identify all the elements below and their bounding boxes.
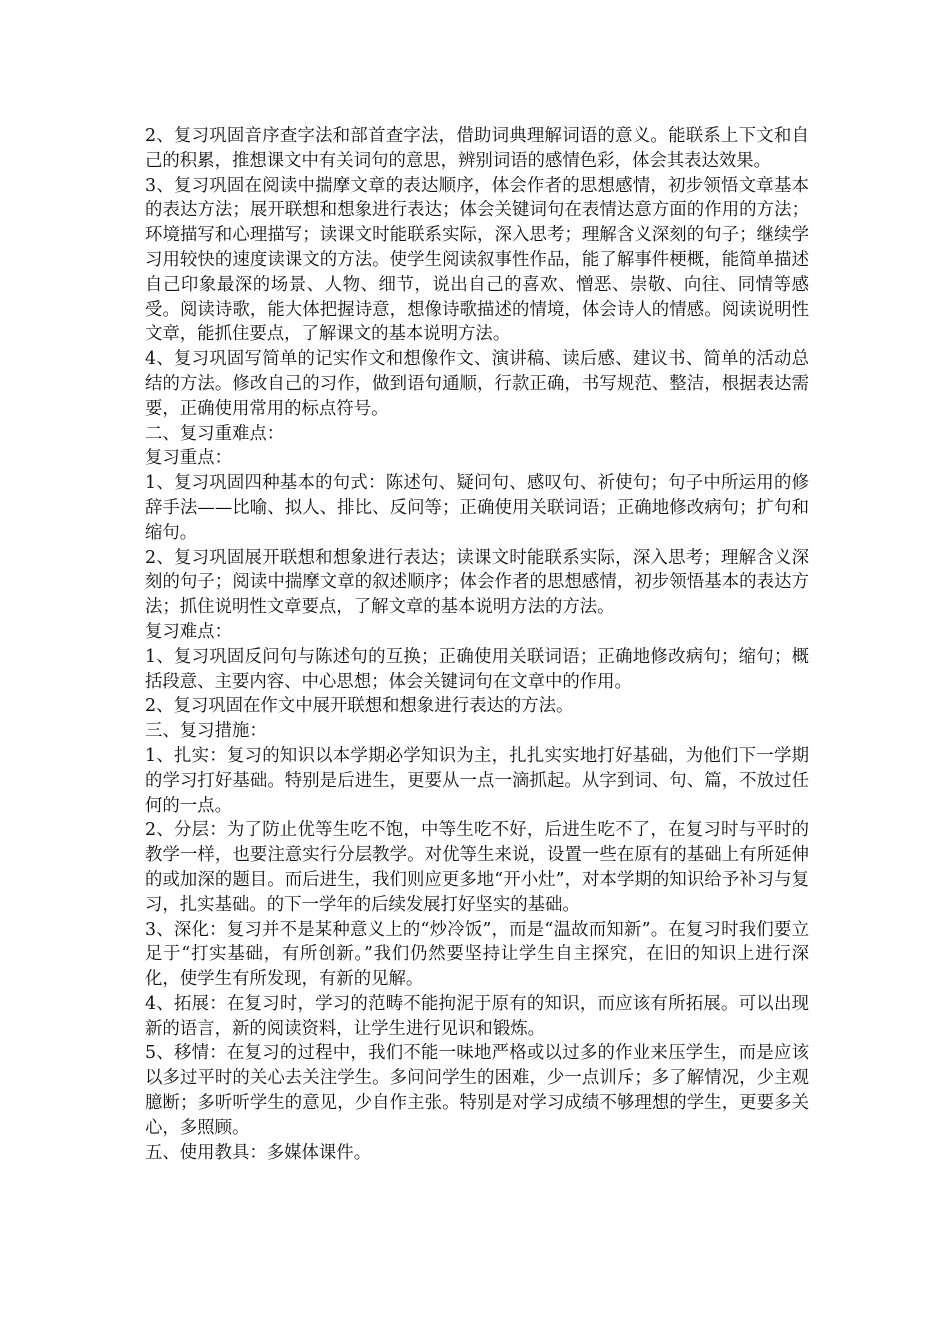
document-body bbox=[145, 124, 809, 1165]
paragraph-difficult-point-2: 2、复习巩固在作文中展开联想和想象进行表达的方法。 bbox=[145, 696, 574, 717]
section-heading-key-points: 二、复习重难点： bbox=[145, 423, 285, 444]
paragraph-difficult-point-1: 1、复习巩固反问句与陈述句的互换；正确使用关联词语；正确地修改病句；缩句；概括段意、主要内容、中心思想；体会关键词句在文章中的作用。 bbox=[145, 646, 809, 692]
paragraph-measure-5: 5、移情：在复习的过程中，我们不能一味地严格或以过多的作业来压学生，而是应该以多过平时的关心去关注学生。多问问学生的困难，少一点训斥；多了解情况，少主观臆断；多听听学生的意见，少自作主张。特别是对学习成绩不够理想的学生，更要多关心，多照顾。 bbox=[145, 1043, 809, 1138]
paragraph-key-point-1: 1、复习巩固四种基本的句式：陈述句、疑问句、感叹句、祈使句；句子中所运用的修辞手法——比喻、拟人、排比、反问等；正确使用关联词语；正确地修改病句；扩句和缩句。 bbox=[145, 473, 809, 543]
paragraph-measure-1: 1、扎实：复习的知识以本学期必学知识为主，扎扎实实地打好基础，为他们下一学期的学习打好基础。特别是后进生，更要从一点一滴抓起。从字到词、句、篇，不放过任何的一点。 bbox=[145, 745, 809, 816]
paragraph-goal-4: 4、复习巩固写简单的记实作文和想像作文、演讲稿、读后感、建议书、简单的活动总结的方法。修改自己的习作，做到语句通顺，行款正确，书写规范、整洁，根据表达需要，正确使用常用的标点符号。 bbox=[145, 349, 809, 419]
paragraph-key-point-2: 2、复习巩固展开联想和想象进行表达；读课文时能联系实际，深入思考；理解含义深刻的句子；阅读中揣摩文章的叙述顺序；体会作者的思想感情，初步领悟基本的表达方法；抓住说明性文章要点，了解文章的基本说明方法的方法。 bbox=[145, 547, 809, 618]
paragraph-measure-2: 2、分层：为了防止优等生吃不饱，中等生吃不好，后进生吃不了，在复习时与平时的教学一样，也要注意实行分层教学。对优等生来说，设置一些在原有的基础上有所延伸的或加深的题目。而后进生，我们则应更多地“开小灶”，对本学期的知识给予补习与复习，扎实基础。的下一学年的后续发展打好坚实的基础。 bbox=[145, 820, 809, 915]
paragraph-goal-3: 3、复习巩固在阅读中揣摩文章的表达顺序，体会作者的思想感情，初步领悟文章基本的表达方法；展开联想和想象进行表达；体会关键词句在表情达意方面的作用的方法；环境描写和心理描写；读课文时能联系实际，深入思考；理解含义深刻的句子；继续学习用较快的速度读课文的方法。使学生阅读叙事性作品，能了解事件梗概，能简单描述自己印象最深的场景、人物、细节，说出自己的喜欢、憎恶、崇敬、向往、同情等感受。阅读诗歌，能大体把握诗意，想像诗歌描述的情境，体会诗人的情感。阅读说明性文章，能抓住要点，了解课文的基本说明方法。 bbox=[145, 175, 809, 345]
paragraph-goal-2: 2、复习巩固音序查字法和部首查字法，借助词典理解词语的意义。能联系上下文和自己的积累，推想课文中有关词句的意思，辨别词语的感情色彩，体会其表达效果。 bbox=[145, 126, 809, 171]
subheading-difficult-points: 复习难点： bbox=[145, 621, 232, 642]
subheading-key-points: 复习重点： bbox=[145, 448, 232, 469]
paragraph-measure-4: 4、拓展：在复习时，学习的范畴不能拘泥于原有的知识，而应该有所拓展。可以出现新的语言，新的阅读资料，让学生进行见识和锻炼。 bbox=[145, 993, 809, 1039]
section-heading-measures: 三、复习措施： bbox=[145, 721, 267, 742]
section-heading-teaching-aids: 五、使用教具：多媒体课件。 bbox=[145, 1142, 372, 1163]
paragraph-measure-3: 3、深化：复习并不是某种意义上的“炒冷饭”，而是“温故而知新”。在复习时我们要立足于“打实基础，有所创新。”我们仍然要坚持让学生自主探究，在旧的知识上进行深化，使学生有所发现，有新的见解。 bbox=[145, 919, 809, 990]
